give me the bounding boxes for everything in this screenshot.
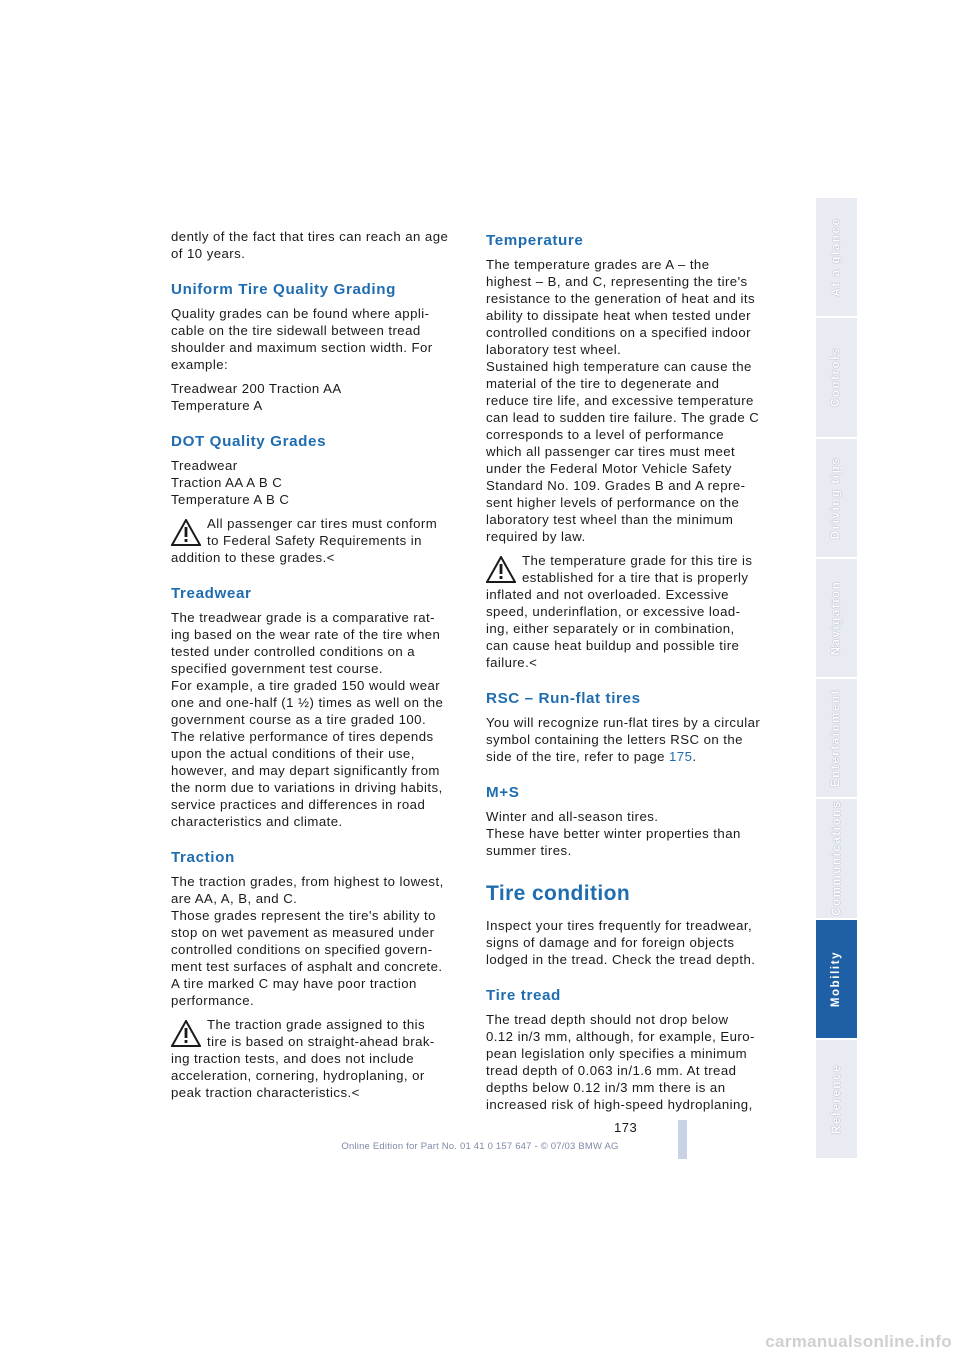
temperature-warning-text-2: inflated and not overloaded. Excessive speed, underinflation, or excessive load- ing, either separately or in combination, can cause heat buildup and possible tire failure.< [486,587,741,670]
traction-paragraph: The traction grades, from highest to lowest, are AA, A, B, and C. Those grades represent the tire's ability to stop on wet pavement as measured under controlled conditions on specified govern- ment test surfaces of asphalt and concrete. A tire marked C may have poor traction performance. [171,874,444,1008]
watermark: carmanualsonline.info [765,1332,952,1351]
dot-grades: Treadwear Traction AA A B C Temperature A B C [171,458,290,507]
treadwear-heading: Treadwear [171,585,252,602]
temperature-warning-text-1: The temperature grade for this tire is established for a tire that is properly [522,553,753,585]
tab-label: Entertainment [830,689,843,788]
traction-warning-text-2: ing traction tests, and does not include acceleration, cornering, hydroplaning, or peak traction characteristics.< [171,1051,425,1100]
tab-label: At a glance [830,217,843,297]
tab-label: Driving tips [830,456,843,539]
traction-warning-text-1: The traction grade assigned to this tire is based on straight-ahead brak- [207,1017,435,1049]
ms-paragraph: Winter and all-season tires. These have better winter properties than summer tires. [486,809,741,858]
intro-paragraph: dently of the fact that tires can reach an age of 10 years. [171,229,449,261]
utqg-heading: Uniform Tire Quality Grading [171,281,396,298]
right-column [486,228,778,1120]
traction-heading: Traction [171,849,235,866]
page-175-link[interactable]: 175 [669,749,693,764]
tab-navigation[interactable] [816,559,857,679]
tire-condition-paragraph: Inspect your tires frequently for treadwear, signs of damage and for foreign objects lodged in the tread. Check the tread depth. [486,918,756,967]
rsc-paragraph [486,714,778,765]
tab-label: Navigation [830,580,843,656]
tab-label: Mobility [830,950,843,1007]
chapter-tabs [816,198,857,1160]
utqg-example: Treadwear 200 Traction AA Temperature A [171,381,342,413]
tab-label: Communications [830,800,843,917]
warning-triangle-icon [171,519,201,546]
tab-mobility[interactable] [816,920,857,1040]
temperature-warning [486,552,778,671]
traction-warning [171,1016,463,1101]
tire-condition-heading: Tire condition [486,882,631,905]
footer-edition: Online Edition for Part No. 01 41 0 157 647 - © 07/03 BMW AG [341,1141,619,1152]
utqg-paragraph: Quality grades can be found where appli- cable on the tire sidewall between tread shoulder and maximum section width. For example: [171,306,433,372]
tire-tread-paragraph: The tread depth should not drop below 0.12 in/3 mm, although, for example, Euro- pean legislation only specifies a minimum tread depth of 0.063 in/1.6 mm. At tread depths below 0.12 in/3 mm there is an increased risk of high-speed hydroplaning, [486,1012,755,1112]
page-marker-bar [678,1120,687,1159]
tab-communications[interactable] [816,799,857,919]
rsc-text-end: . [692,749,697,764]
tab-driving-tips[interactable] [816,439,857,559]
tab-label: Controls [830,347,843,408]
warning-triangle-icon [171,1020,201,1047]
temperature-heading: Temperature [486,232,584,249]
treadwear-paragraph: The treadwear grade is a comparative rat- ing based on the wear rate of the tire when tested under controlled conditions on a specified government test course. For example, a tire graded 150 would wear one and one-half (1 ½) times as well on the government course as a tire graded 100. The relative performance of tires depends upon the actual conditions of their use, however, and may depart significantly from the norm due to variations in driving habits, service practices and differences in road characteristics and climate. [171,610,444,829]
dot-warning-text-1: All passenger car tires must conform to Federal Safety Requirements in [207,516,438,548]
left-column [171,228,463,1109]
temperature-paragraph: The temperature grades are A – the highest – B, and C, representing the tire's resistance to the generation of heat and its ability to dissipate heat when tested under controlled conditions on a specified indoor laboratory test wheel. Sustained high temperature can cause the material of the tire to degenerate and reduce tire life, and excessive temperature can lead to sudden tire failure. The grade C corresponds to a level of performance which all passenger car tires must meet under the Federal Motor Vehicle Safety Standard No. 109. Grades B and A repre- sent higher levels of performance on the laboratory test wheel than the minimum required by law. [486,257,760,544]
warning-triangle-icon [486,556,516,583]
dot-warning [171,515,463,566]
dot-warning-text-2: addition to these grades.< [171,550,335,565]
rsc-text: You will recognize run-flat tires by a circular symbol containing the letters RSC on the side of the tire, refer to page [486,715,761,764]
tire-tread-heading: Tire tread [486,987,561,1004]
rsc-heading: RSC – Run-flat tires [486,690,641,707]
dot-heading: DOT Quality Grades [171,433,327,450]
tab-entertainment[interactable] [816,679,857,799]
page-number: 173 [614,1120,638,1135]
tab-at-a-glance[interactable] [816,198,857,318]
tab-controls[interactable] [816,318,857,438]
tab-label: Reference [830,1063,843,1134]
ms-heading: M+S [486,784,520,801]
